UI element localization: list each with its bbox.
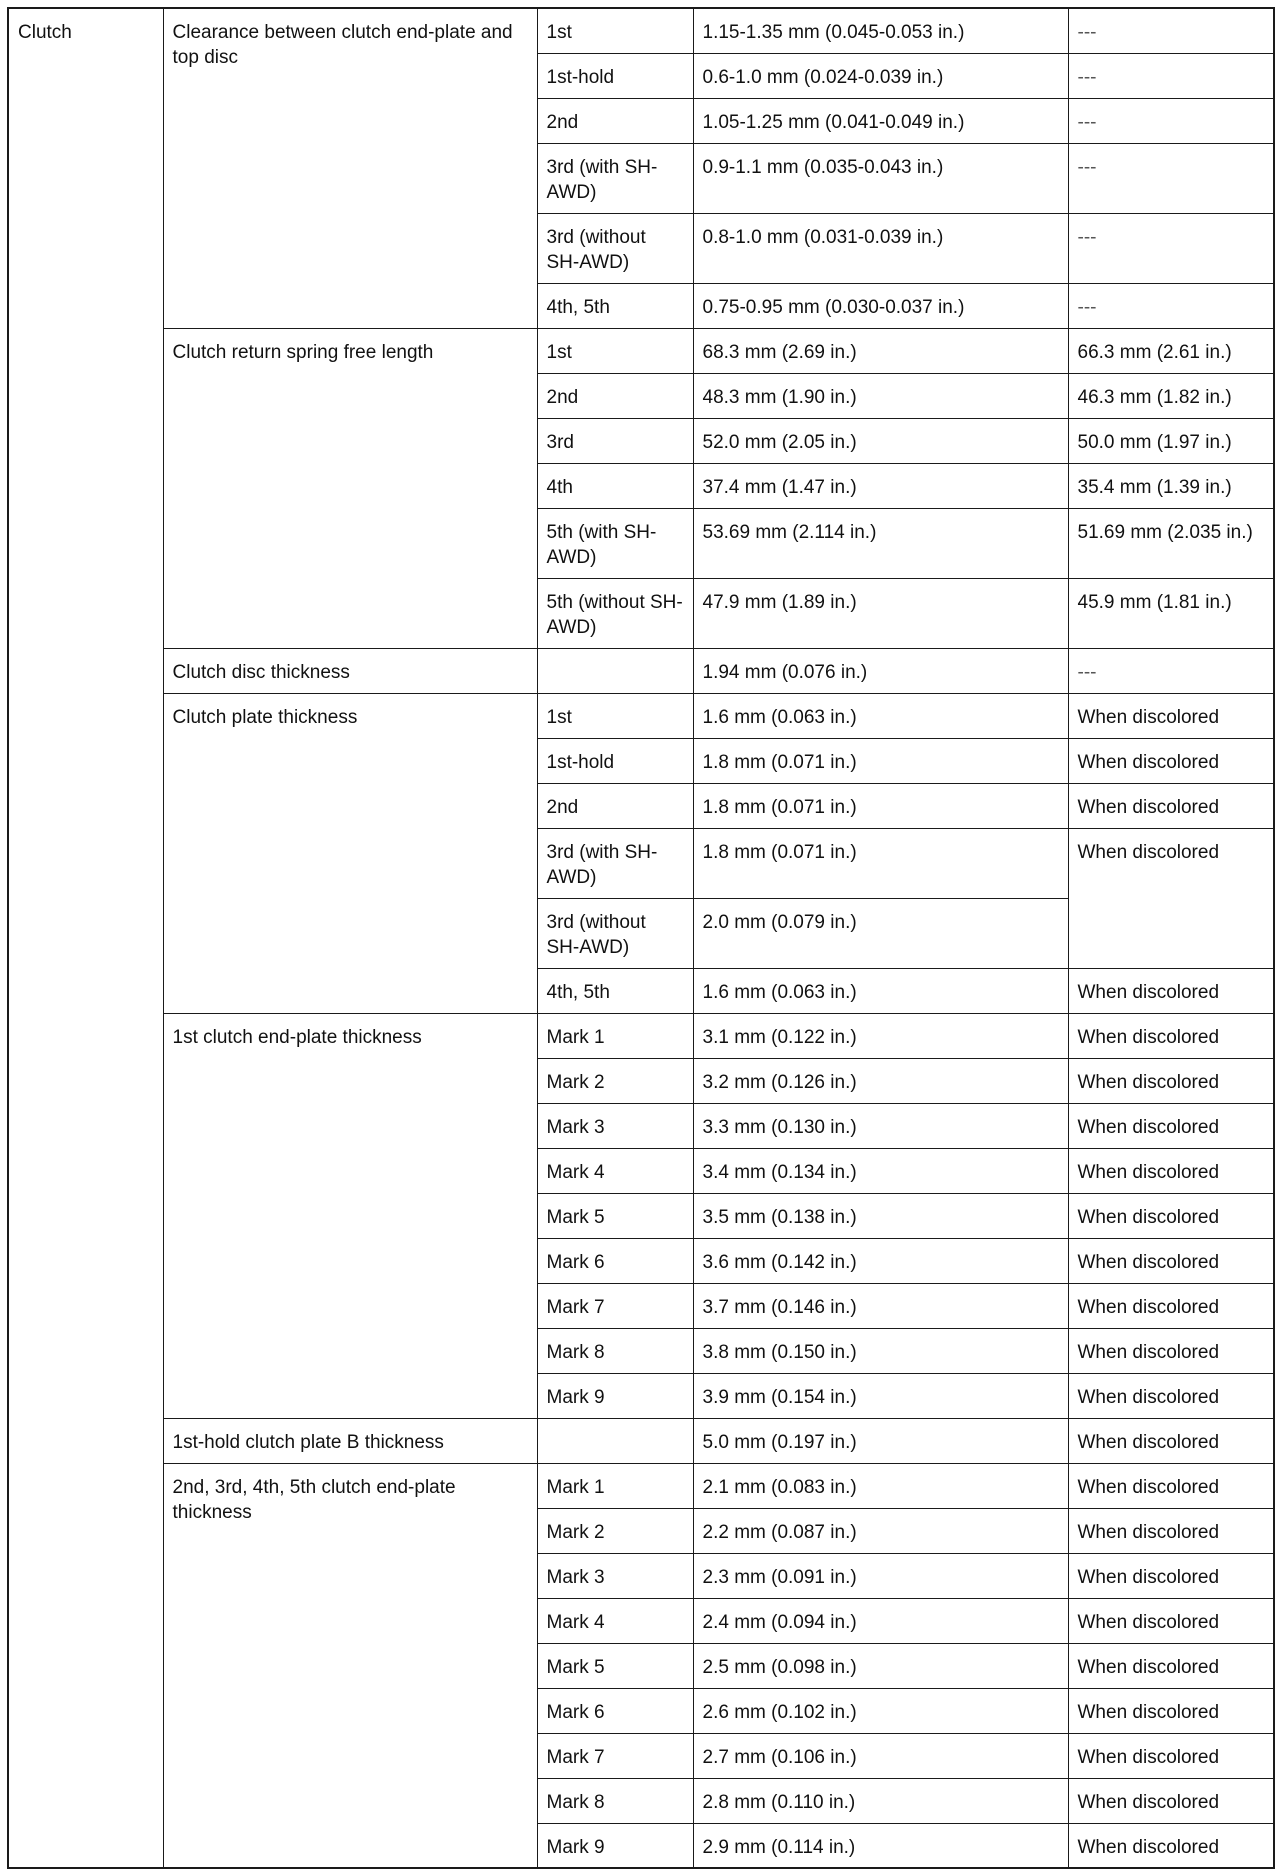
standard-value-cell: 68.3 mm (2.69 in.) [693, 328, 1068, 373]
table-row [8, 8, 1274, 53]
identifier-cell: 3rd (with SH-AWD) [537, 143, 693, 213]
identifier-cell: 5th (with SH-AWD) [537, 508, 693, 578]
service-limit-cell: 35.4 mm (1.39 in.) [1068, 463, 1274, 508]
service-limit-cell: When discolored [1068, 1238, 1274, 1283]
item-name-cell: Clutch plate thickness [163, 693, 537, 1013]
service-limit-cell: When discolored [1068, 1508, 1274, 1553]
standard-value-cell: 2.4 mm (0.094 in.) [693, 1598, 1068, 1643]
identifier-cell: Mark 4 [537, 1598, 693, 1643]
standard-value-cell: 1.8 mm (0.071 in.) [693, 828, 1068, 898]
service-limit-cell: When discolored [1068, 1283, 1274, 1328]
service-limit-cell: When discolored [1068, 1643, 1274, 1688]
service-limit-cell: When discolored [1068, 1418, 1274, 1463]
service-limit-cell: When discolored [1068, 1733, 1274, 1778]
standard-value-cell: 3.4 mm (0.134 in.) [693, 1148, 1068, 1193]
standard-value-cell: 1.15-1.35 mm (0.045-0.053 in.) [693, 8, 1068, 53]
service-limit-cell: When discolored [1068, 1013, 1274, 1058]
service-limit-cell: 66.3 mm (2.61 in.) [1068, 328, 1274, 373]
identifier-cell: 1st [537, 693, 693, 738]
item-name-cell: Clutch return spring free length [163, 328, 537, 648]
identifier-cell: Mark 7 [537, 1733, 693, 1778]
service-limit-cell: When discolored [1068, 1373, 1274, 1418]
identifier-cell: 4th, 5th [537, 283, 693, 328]
identifier-cell: Mark 5 [537, 1193, 693, 1238]
service-limit-cell: When discolored [1068, 693, 1274, 738]
table-row [8, 1013, 1274, 1058]
item-name-cell: Clearance between clutch end-plate and top disc [163, 8, 537, 328]
standard-value-cell: 2.7 mm (0.106 in.) [693, 1733, 1068, 1778]
standard-value-cell: 3.2 mm (0.126 in.) [693, 1058, 1068, 1103]
identifier-cell: 4th [537, 463, 693, 508]
identifier-cell: Mark 9 [537, 1823, 693, 1868]
identifier-cell: 3rd (without SH-AWD) [537, 898, 693, 968]
identifier-cell: Mark 4 [537, 1148, 693, 1193]
identifier-cell: 2nd [537, 783, 693, 828]
service-limit-cell: When discolored [1068, 738, 1274, 783]
identifier-cell: Mark 3 [537, 1553, 693, 1598]
service-limit-cell: 46.3 mm (1.82 in.) [1068, 373, 1274, 418]
table-row [8, 648, 1274, 693]
standard-value-cell: 0.9-1.1 mm (0.035-0.043 in.) [693, 143, 1068, 213]
service-limit-cell: 50.0 mm (1.97 in.) [1068, 418, 1274, 463]
identifier-cell: Mark 2 [537, 1508, 693, 1553]
standard-value-cell: 1.8 mm (0.071 in.) [693, 738, 1068, 783]
standard-value-cell: 3.8 mm (0.150 in.) [693, 1328, 1068, 1373]
table-row [8, 1418, 1274, 1463]
clutch-spec-table [7, 7, 1275, 1869]
item-name-cell: 1st-hold clutch plate B thickness [163, 1418, 537, 1463]
identifier-cell: 2nd [537, 98, 693, 143]
service-limit-cell: When discolored [1068, 1598, 1274, 1643]
service-limit-cell: When discolored [1068, 1328, 1274, 1373]
identifier-cell: Mark 9 [537, 1373, 693, 1418]
standard-value-cell: 2.1 mm (0.083 in.) [693, 1463, 1068, 1508]
standard-value-cell: 3.5 mm (0.138 in.) [693, 1193, 1068, 1238]
identifier-cell: Mark 6 [537, 1688, 693, 1733]
standard-value-cell: 0.75-0.95 mm (0.030-0.037 in.) [693, 283, 1068, 328]
standard-value-cell: 3.7 mm (0.146 in.) [693, 1283, 1068, 1328]
identifier-cell: 1st-hold [537, 53, 693, 98]
standard-value-cell: 3.6 mm (0.142 in.) [693, 1238, 1068, 1283]
service-limit-cell: When discolored [1068, 828, 1274, 968]
identifier-cell [537, 1418, 693, 1463]
service-limit-cell: When discolored [1068, 1553, 1274, 1598]
service-limit-cell: When discolored [1068, 1148, 1274, 1193]
item-name-cell: 1st clutch end-plate thickness [163, 1013, 537, 1418]
service-limit-cell: --- [1068, 143, 1274, 213]
identifier-cell: Mark 8 [537, 1778, 693, 1823]
standard-value-cell: 1.6 mm (0.063 in.) [693, 693, 1068, 738]
service-limit-cell: --- [1068, 648, 1274, 693]
standard-value-cell: 1.6 mm (0.063 in.) [693, 968, 1068, 1013]
identifier-cell: Mark 5 [537, 1643, 693, 1688]
table-row [8, 693, 1274, 738]
identifier-cell: Mark 2 [537, 1058, 693, 1103]
table-row [8, 328, 1274, 373]
standard-value-cell: 0.6-1.0 mm (0.024-0.039 in.) [693, 53, 1068, 98]
standard-value-cell: 2.5 mm (0.098 in.) [693, 1643, 1068, 1688]
standard-value-cell: 48.3 mm (1.90 in.) [693, 373, 1068, 418]
identifier-cell: Mark 7 [537, 1283, 693, 1328]
identifier-cell: Mark 8 [537, 1328, 693, 1373]
service-limit-cell: When discolored [1068, 1103, 1274, 1148]
service-limit-cell: When discolored [1068, 1688, 1274, 1733]
standard-value-cell: 2.9 mm (0.114 in.) [693, 1823, 1068, 1868]
standard-value-cell: 2.0 mm (0.079 in.) [693, 898, 1068, 968]
standard-value-cell: 3.9 mm (0.154 in.) [693, 1373, 1068, 1418]
standard-value-cell: 2.2 mm (0.087 in.) [693, 1508, 1068, 1553]
identifier-cell: 1st-hold [537, 738, 693, 783]
item-name-cell: 2nd, 3rd, 4th, 5th clutch end-plate thickness [163, 1463, 537, 1868]
standard-value-cell: 2.3 mm (0.091 in.) [693, 1553, 1068, 1598]
service-limit-cell: --- [1068, 53, 1274, 98]
standard-value-cell: 37.4 mm (1.47 in.) [693, 463, 1068, 508]
service-limit-cell: --- [1068, 8, 1274, 53]
identifier-cell: 2nd [537, 373, 693, 418]
standard-value-cell: 2.8 mm (0.110 in.) [693, 1778, 1068, 1823]
service-limit-cell: 45.9 mm (1.81 in.) [1068, 578, 1274, 648]
item-name-cell: Clutch disc thickness [163, 648, 537, 693]
service-limit-cell: --- [1068, 98, 1274, 143]
identifier-cell: Mark 3 [537, 1103, 693, 1148]
identifier-cell: 1st [537, 8, 693, 53]
service-limit-cell: --- [1068, 283, 1274, 328]
standard-value-cell: 3.1 mm (0.122 in.) [693, 1013, 1068, 1058]
identifier-cell: Mark 1 [537, 1463, 693, 1508]
identifier-cell [537, 648, 693, 693]
standard-value-cell: 1.05-1.25 mm (0.041-0.049 in.) [693, 98, 1068, 143]
service-limit-cell: When discolored [1068, 1193, 1274, 1238]
table-row [8, 1463, 1274, 1508]
standard-value-cell: 2.6 mm (0.102 in.) [693, 1688, 1068, 1733]
identifier-cell: 5th (without SH-AWD) [537, 578, 693, 648]
service-limit-cell: --- [1068, 213, 1274, 283]
identifier-cell: 3rd (without SH-AWD) [537, 213, 693, 283]
service-limit-cell: When discolored [1068, 968, 1274, 1013]
service-limit-cell: When discolored [1068, 783, 1274, 828]
identifier-cell: 3rd [537, 418, 693, 463]
identifier-cell: 4th, 5th [537, 968, 693, 1013]
service-limit-cell: When discolored [1068, 1823, 1274, 1868]
service-limit-cell: When discolored [1068, 1058, 1274, 1103]
service-limit-cell: When discolored [1068, 1463, 1274, 1508]
category-cell: Clutch [8, 8, 163, 1868]
standard-value-cell: 1.8 mm (0.071 in.) [693, 783, 1068, 828]
identifier-cell: 1st [537, 328, 693, 373]
identifier-cell: 3rd (with SH-AWD) [537, 828, 693, 898]
standard-value-cell: 52.0 mm (2.05 in.) [693, 418, 1068, 463]
identifier-cell: Mark 1 [537, 1013, 693, 1058]
standard-value-cell: 47.9 mm (1.89 in.) [693, 578, 1068, 648]
standard-value-cell: 53.69 mm (2.114 in.) [693, 508, 1068, 578]
identifier-cell: Mark 6 [537, 1238, 693, 1283]
service-limit-cell: 51.69 mm (2.035 in.) [1068, 508, 1274, 578]
standard-value-cell: 5.0 mm (0.197 in.) [693, 1418, 1068, 1463]
standard-value-cell: 3.3 mm (0.130 in.) [693, 1103, 1068, 1148]
service-limit-cell: When discolored [1068, 1778, 1274, 1823]
standard-value-cell: 1.94 mm (0.076 in.) [693, 648, 1068, 693]
standard-value-cell: 0.8-1.0 mm (0.031-0.039 in.) [693, 213, 1068, 283]
